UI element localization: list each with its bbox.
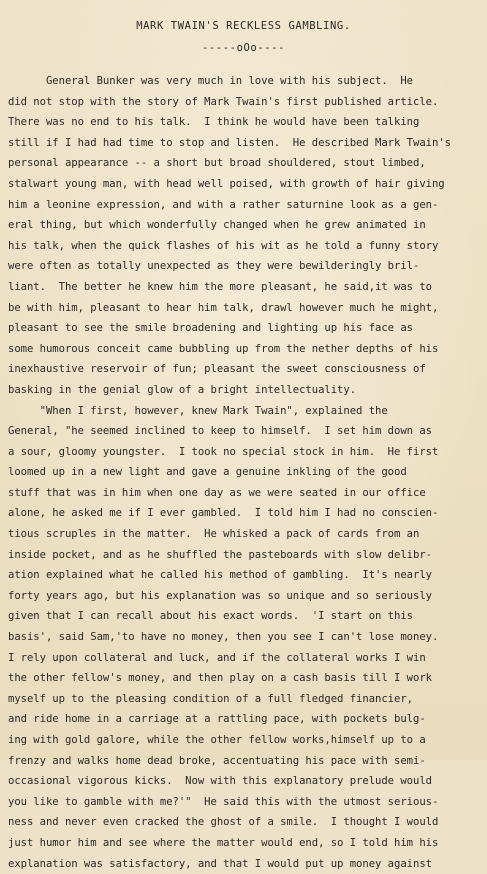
title-divider: -----oOo---- bbox=[201, 42, 286, 54]
text-line: alone, he asked me if I ever gambled. I told him I had no conscien- bbox=[8, 507, 439, 520]
text-line: him a leonine expression, and with a rather saturnine look as a gen- bbox=[8, 198, 439, 211]
text-line: stuff that was in him when one day as we were seated in our office bbox=[8, 486, 426, 499]
text-line: some humorous conceit came bubbling up from the nether depths of his bbox=[8, 342, 439, 355]
text-line: his talk, when the quick flashes of his wit as he told a funny story bbox=[8, 239, 439, 252]
text-line: liant. The better he knew him the more pleasant, he said,it was to bbox=[8, 280, 432, 293]
text-line: be with him, pleasant to hear him talk, drawl however much he might, bbox=[8, 301, 439, 314]
text-line: basking in the genial glow of a bright intellectuality. bbox=[8, 383, 357, 396]
text-line: myself up to the pleasing condition of a full fledged financier, bbox=[8, 692, 413, 705]
text-line: still if I had had time to stop and listen. He described Mark Twain's bbox=[8, 136, 451, 149]
text-line: and ride home in a carriage at a rattling pace, with pockets bulg- bbox=[8, 713, 426, 726]
text-line: inexhaustive reservoir of fun; pleasant the sweet consciousness of bbox=[8, 363, 426, 376]
text-line: General Bunker was very much in love with his subject. He bbox=[8, 75, 413, 87]
text-line: inside pocket, and as he shuffled the pasteboards with slow delibr- bbox=[8, 548, 432, 561]
text-line: explanation was satisfactory, and that I would put up money against bbox=[8, 857, 432, 870]
text-line: you like to gamble with me?'" He said this with the utmost serious- bbox=[8, 795, 439, 808]
text-line: loomed up in a new light and gave a genuine inkling of the good bbox=[8, 466, 407, 479]
text-line: I rely upon collateral and luck, and if the collateral works I win bbox=[8, 651, 426, 664]
text-line: did not stop with the story of Mark Twain's first published article. bbox=[8, 95, 439, 108]
text-line: were often as totally unexpected as they were bewilderingly bril- bbox=[8, 260, 420, 273]
page-title: MARK TWAIN'S RECKLESS GAMBLING. bbox=[136, 20, 351, 32]
text-line: given that I can recall about his exact words. 'I start on this bbox=[8, 610, 413, 623]
text-line: "When I first, however, knew Mark Twain", explained the bbox=[8, 404, 388, 417]
text-line: forty years ago, but his explanation was so unique and so seriously bbox=[8, 589, 432, 602]
text-line: a sour, gloomy youngster. I took no special stock in him. He first bbox=[8, 445, 439, 458]
text-line: ness and never even cracked the ghost of a smile. I thought I would bbox=[8, 816, 439, 829]
body-text bbox=[8, 71, 483, 874]
text-line: There was no end to his talk. I think he would have been talking bbox=[8, 116, 420, 129]
text-line: tious scruples in the matter. He whisked a pack of cards from an bbox=[8, 528, 420, 541]
text-line: ing with gold galore, while the other fellow works,himself up to a bbox=[8, 734, 426, 746]
text-line: just humor him and see where the matter would end, so I told him his bbox=[8, 836, 439, 849]
text-line: stalwart young man, with head well poised, with growth of hair giving bbox=[8, 177, 445, 190]
text-line: personal appearance -- a short but broad shouldered, stout limbed, bbox=[8, 157, 426, 170]
text-line: basis', said Sam,'to have no money, then you see I can't lose money. bbox=[8, 631, 439, 644]
text-line: eral thing, but which wonderfully changed when he grew animated in bbox=[8, 219, 426, 232]
text-line: General, "he seemed inclined to keep to himself. I set him down as bbox=[8, 425, 432, 438]
text-line: the other fellow's money, and then play on a cash basis till I work bbox=[8, 672, 432, 685]
text-line: occasional vigorous kicks. Now with this explanatory prelude would bbox=[8, 775, 432, 788]
text-line: pleasant to see the smile broadening and lighting up his face as bbox=[8, 322, 413, 335]
text-line: ation explained what he called his method of gambling. It's nearly bbox=[8, 569, 432, 582]
text-line: frenzy and walks home dead broke, accentuating his pace with semi- bbox=[8, 754, 426, 767]
